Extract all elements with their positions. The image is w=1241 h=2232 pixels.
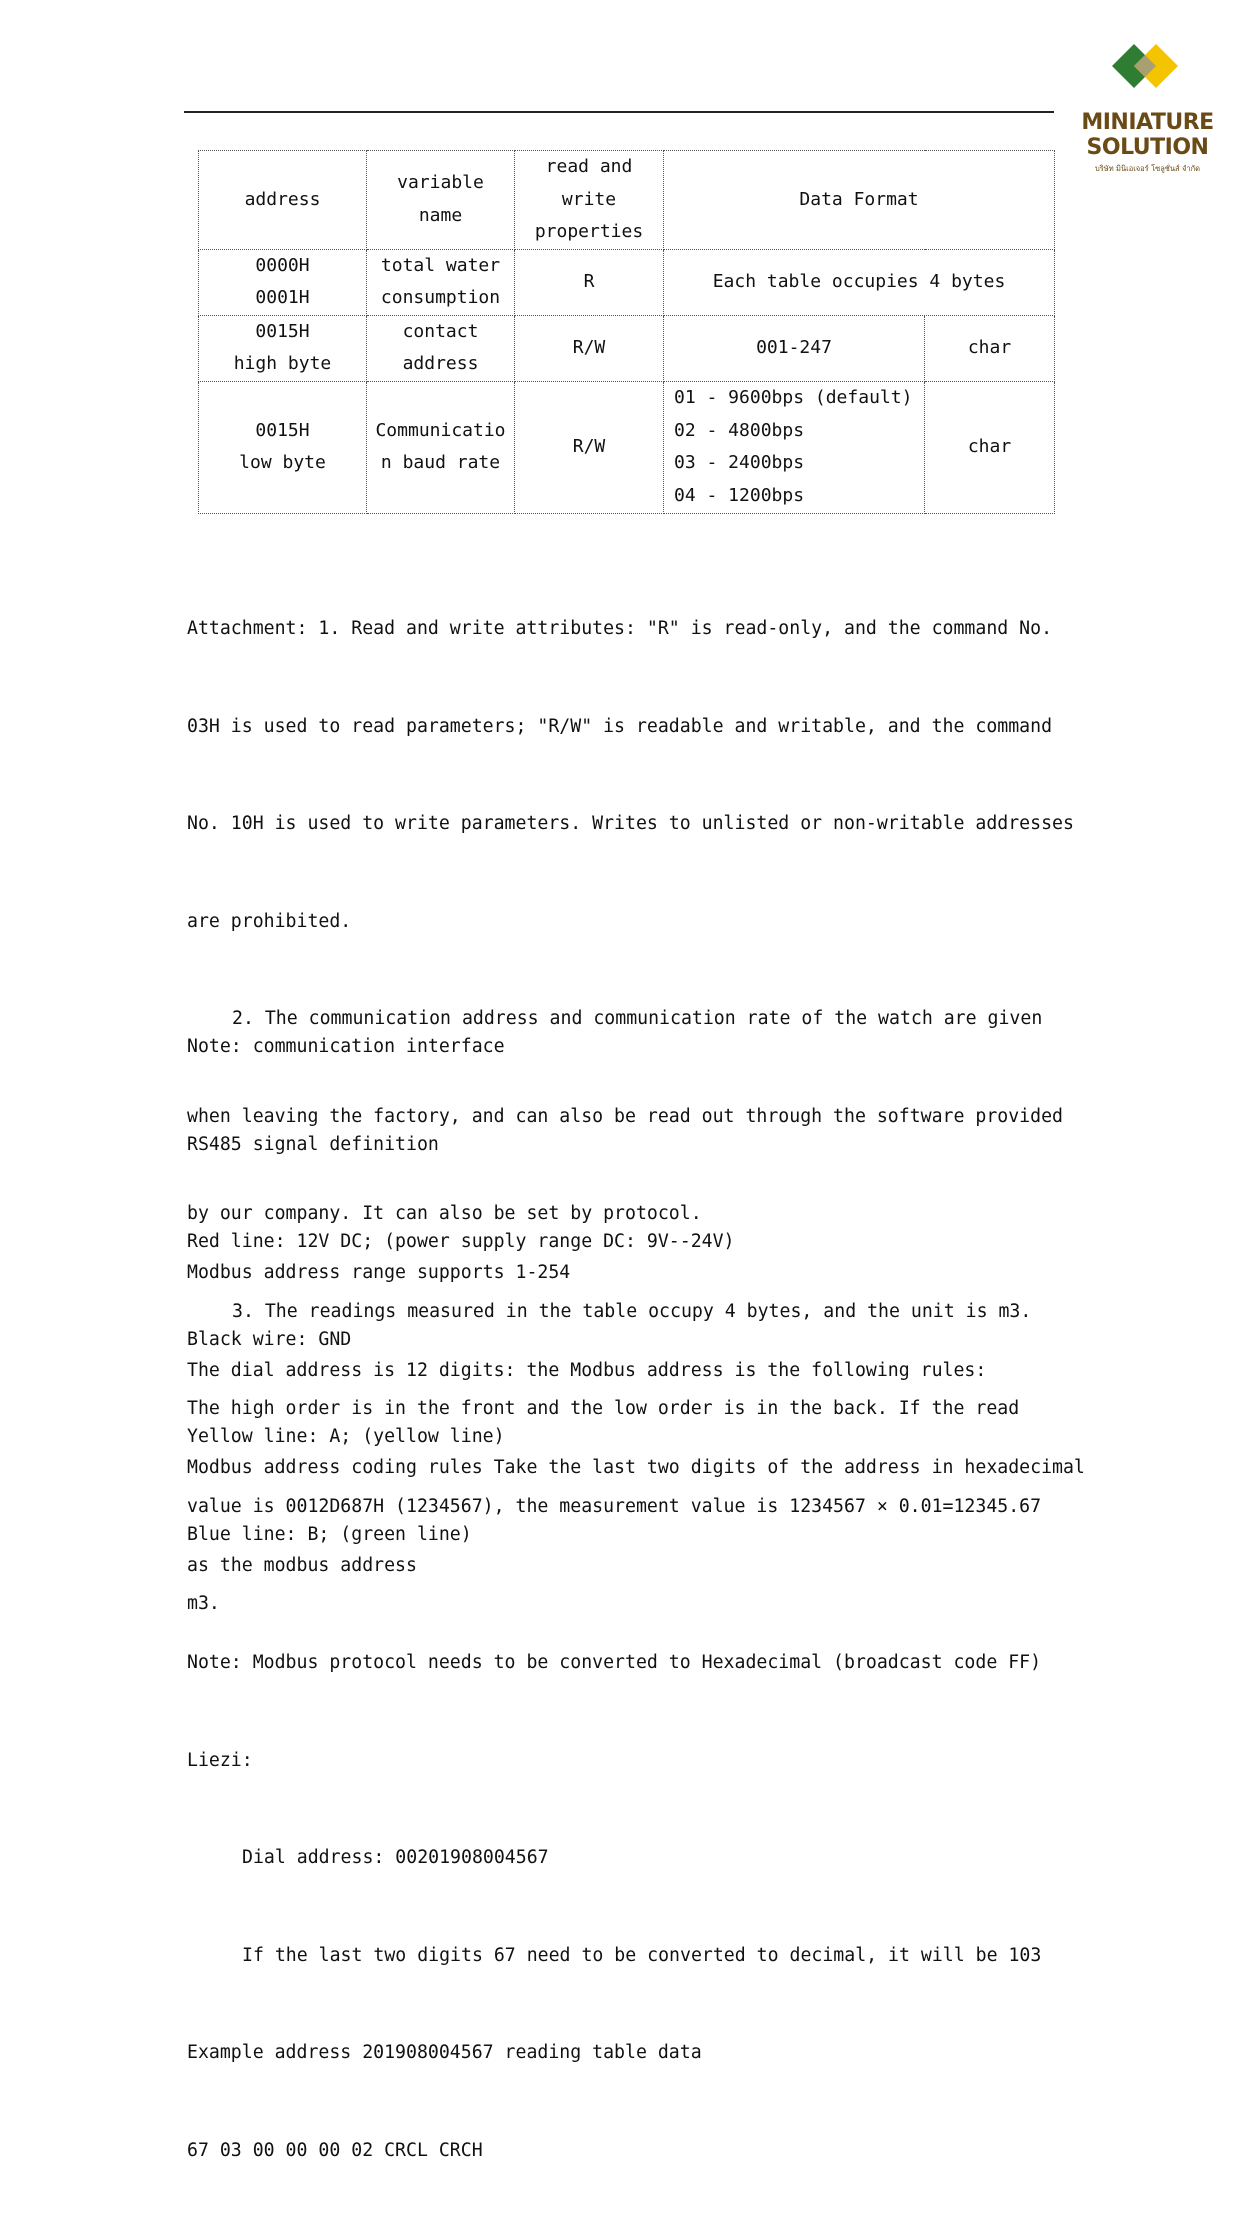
row-type: char — [925, 315, 1055, 381]
modbus-section — [187, 1192, 1085, 2232]
row-rw: R — [515, 249, 664, 315]
attachment-line: 2. The communication address and communication rate of the watch are given — [232, 1008, 1043, 1029]
row-address: 0015H high byte — [199, 315, 367, 381]
attachment-line: No. 10H is used to write parameters. Writes to unlisted or non-writable addresses — [187, 813, 1074, 834]
logo-name-line-2: SOLUTION — [1086, 135, 1209, 160]
modbus-line: Dial address: 00201908004567 — [242, 1847, 549, 1868]
row-rw: R/W — [515, 381, 664, 513]
row-variable-name: contact address — [367, 315, 515, 381]
row-rw: R/W — [515, 315, 664, 381]
attachment-line: by our company. It can also be set by protocol. — [187, 1203, 702, 1224]
table-row — [199, 315, 1055, 381]
header-variable-name: variable name — [367, 151, 515, 250]
modbus-line: The dial address is 12 digits: the Modbus address is the following rules: — [187, 1359, 987, 1381]
note-line: Yellow line: A; (yellow line) — [187, 1426, 505, 1447]
company-logo — [1080, 42, 1215, 177]
row-type: char — [925, 381, 1055, 513]
attachment-line: The high order is in the front and the low order is in the back. If the read — [187, 1398, 1020, 1419]
modbus-line: If the last two digits 67 need to be converted to decimal, it will be 103 — [242, 1944, 1042, 1966]
header-divider — [184, 111, 1054, 113]
header-data-format: Data Format — [664, 151, 1055, 250]
register-table — [198, 150, 1055, 514]
table-row — [199, 381, 1055, 513]
attachment-line: m3. — [187, 1593, 220, 1614]
note-line: Note: communication interface — [187, 1036, 505, 1057]
modbus-line: Example address 201908004567 reading table data — [187, 2042, 702, 2063]
note-line: Black wire: GND — [187, 1328, 352, 1350]
logo-tagline: บริษัท มินิเอเจอร์ โซลูชั่นส์ จำกัด — [1095, 164, 1200, 173]
modbus-line: Liezi: — [187, 1749, 253, 1771]
modbus-line: as the modbus address — [187, 1554, 417, 1576]
logo-name-line-1: MINIATURE — [1081, 110, 1214, 135]
modbus-line: 67 03 00 00 00 02 CRCL CRCH — [187, 2139, 483, 2161]
modbus-line: Note: Modbus protocol needs to be converted to Hexadecimal (broadcast code FF) — [187, 1652, 1042, 1673]
row-variable-name: total water consumption — [367, 249, 515, 315]
attachment-line: when leaving the factory, and can also be read out through the software provided — [187, 1105, 1063, 1127]
attachment-line: value is 0012D687H (1234567), the measurement value is 1234567 × 0.01=12345.67 — [187, 1495, 1042, 1517]
attachment-line: 03H is used to read parameters; "R/W" is readable and writable, and the command — [187, 715, 1053, 737]
header-read-write: read and write properties — [515, 151, 664, 250]
attachment-line: 3. The readings measured in the table occupy 4 bytes, and the unit is m3. — [232, 1300, 1032, 1322]
table-row — [199, 249, 1055, 315]
table-header-row — [199, 151, 1055, 250]
row-address: 0015H low byte — [199, 381, 367, 513]
row-variable-name: Communicatio n baud rate — [367, 381, 515, 513]
row-address: 0000H 0001H — [199, 249, 367, 315]
row-format: 001-247 — [664, 315, 925, 381]
modbus-line: Modbus address range supports 1-254 — [187, 1262, 571, 1283]
row-format: Each table occupies 4 bytes — [664, 249, 1055, 315]
note-line: Blue line: B; (green line) — [187, 1523, 472, 1545]
note-line: Red line: 12V DC; (power supply range DC: 9V--24V) — [187, 1231, 735, 1252]
header-address: address — [199, 151, 367, 250]
row-format: 01 - 9600bps (default) 02 - 4800bps 03 - 2400bps 04 - 1200bps — [664, 381, 925, 513]
attachment-line: Attachment: 1. Read and write attributes: "R" is read-only, and the command No. — [187, 618, 1053, 639]
attachment-line: are prohibited. — [187, 910, 352, 932]
diamond-logo-icon — [1110, 42, 1180, 104]
note-line: RS485 signal definition — [187, 1133, 439, 1155]
modbus-line: Modbus address coding rules Take the last two digits of the address in hexadecimal — [187, 1457, 1085, 1478]
